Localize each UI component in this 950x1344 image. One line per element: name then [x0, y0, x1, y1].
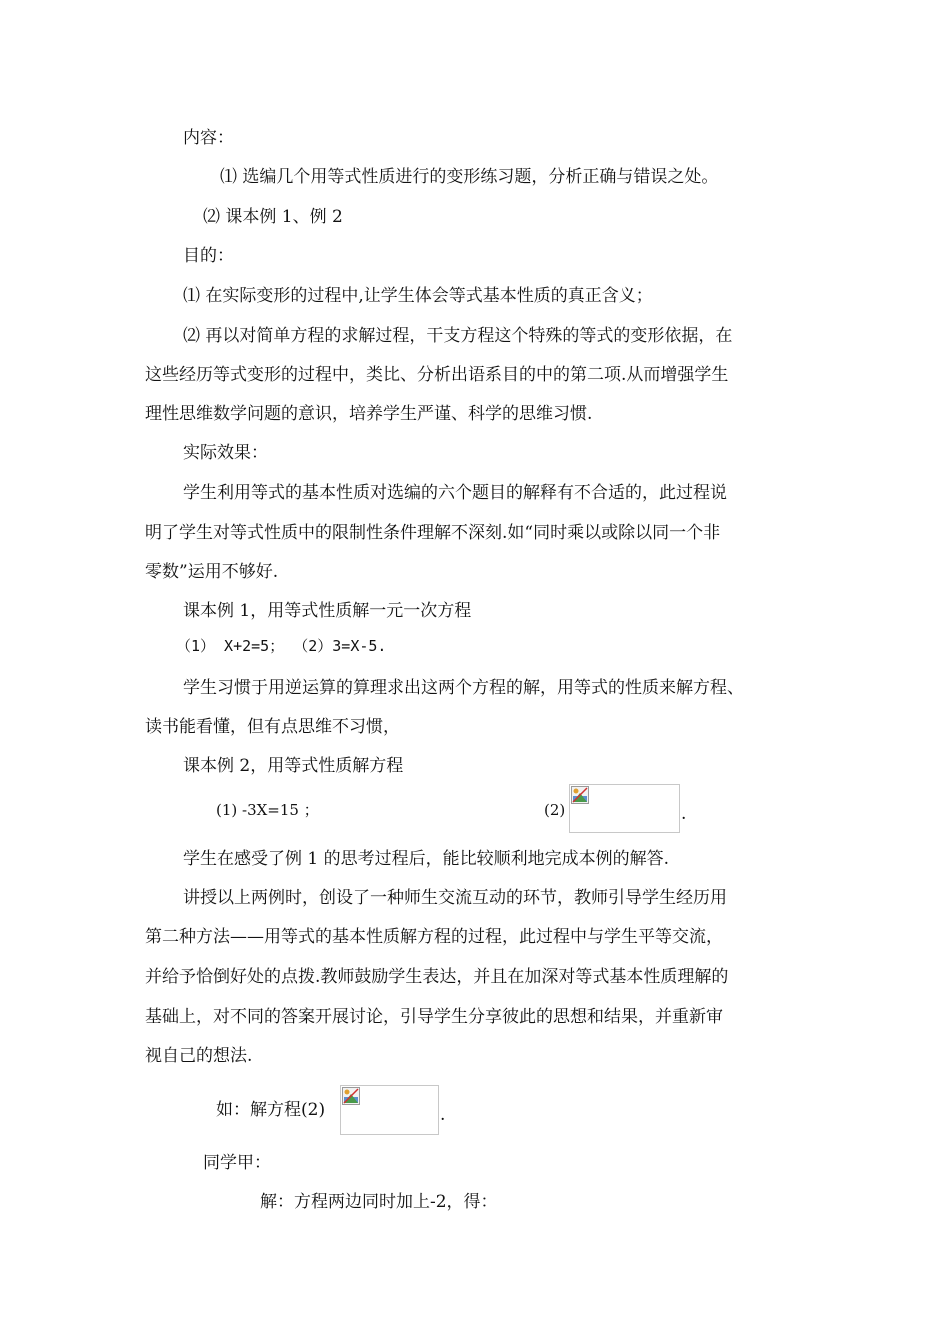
purpose-item-2-end: 理性思维数学问题的意识，培养学生严谨、科学的思维习惯. [145, 404, 593, 424]
solution-step-1: 解：方程两边同时加上-2，得： [260, 1192, 498, 1212]
effect-paragraph-1-cont: 明了学生对等式性质中的限制性条件理解不深刻.如“同时乘以或除以同一个非 [145, 523, 721, 543]
teaching-paragraph-cont-1: 第二种方法——用等式的基本性质解方程的过程，此过程中与学生平等交流， [145, 927, 723, 947]
effect-paragraph-1-end: 零数”运用不够好. [145, 562, 279, 582]
example-2-eq2-label: (2) [544, 801, 566, 819]
effect-paragraph-2-end: 读书能看懂，但有点思维不习惯， [145, 717, 400, 737]
student-a-label: 同学甲： [203, 1153, 271, 1173]
example-2-eq1: (1) -3X=15 ； [216, 801, 319, 819]
teaching-paragraph: 讲授以上两例时，创设了一种师生交流互动的环节，教师引导学生经历用 [183, 888, 727, 908]
equation-image-placeholder-2 [340, 1085, 439, 1135]
label-purpose: 目的： [183, 246, 234, 266]
teaching-paragraph-cont-2: 并给予恰倒好处的点拨.教师鼓励学生表达，并且在加深对等式基本性质理解的 [145, 967, 729, 987]
example-solve-label: 如：解方程(2) [216, 1100, 326, 1120]
broken-image-icon [571, 786, 589, 809]
broken-image-icon [342, 1087, 360, 1110]
effect-paragraph-3: 学生在感受了例 1 的思考过程后，能比较顺利地完成本例的解答. [183, 849, 670, 869]
example-1-equations: （1） X+2=5； （2）3=X-5. [176, 637, 387, 655]
equation-image-placeholder [569, 784, 680, 833]
teaching-paragraph-cont-3: 基础上，对不同的答案开展讨论，引导学生分享彼此的思想和结果，并重新审 [145, 1007, 723, 1027]
purpose-item-2-cont: 这些经历等式变形的过程中，类比、分析出语系目的中的第二项.从而增强学生 [145, 365, 729, 385]
example-1-heading: 课本例 1，用等式性质解一元一次方程 [183, 601, 472, 621]
example-solve-period: . [440, 1105, 446, 1125]
label-effect: 实际效果： [183, 443, 268, 463]
purpose-item-2: ⑵ 再以对简单方程的求解过程，干支方程这个特殊的等式的变形依据，在 [183, 326, 733, 346]
effect-paragraph-1: 学生利用等式的基本性质对选编的六个题目的解释有不合适的，此过程说 [183, 483, 727, 503]
teaching-paragraph-end: 视自己的想法. [145, 1046, 253, 1066]
effect-paragraph-2: 学生习惯于用逆运算的算理求出这两个方程的解，用等式的性质来解方程、 [183, 678, 744, 698]
label-content: 内容： [183, 128, 234, 148]
content-item-2: ⑵ 课本例 1、例 2 [203, 207, 343, 227]
example-2-eq2-period: . [681, 804, 687, 824]
example-2-heading: 课本例 2，用等式性质解方程 [183, 756, 404, 776]
purpose-item-1: ⑴ 在实际变形的过程中,让学生体会等式基本性质的真正含义； [183, 286, 653, 306]
content-item-1: ⑴ 选编几个用等式性质进行的变形练习题，分析正确与错误之处。 [220, 167, 719, 187]
